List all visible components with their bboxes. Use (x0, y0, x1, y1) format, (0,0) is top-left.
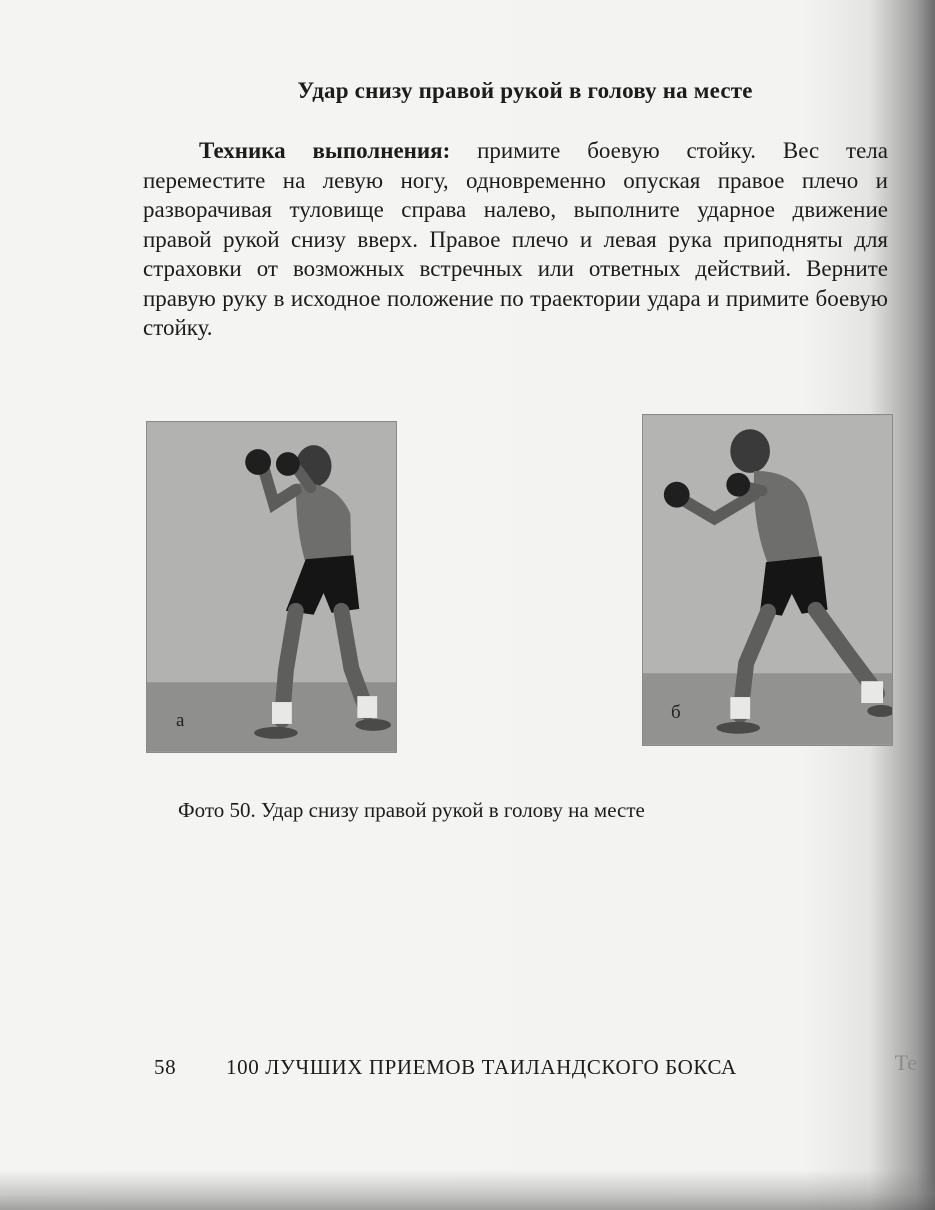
photo-b-label: б (671, 702, 681, 723)
technique-paragraph (143, 136, 888, 343)
scan-shadow (0, 1170, 935, 1210)
photo-b (642, 414, 893, 746)
adjacent-page-fragment: Те (894, 1050, 917, 1075)
book-title: 100 ЛУЧШИХ ПРИЕМОВ ТАИЛАНДСКОГО БОКСА (226, 1055, 737, 1079)
technique-text: примите боевую стойку. Вес тела переместите на левую ногу, одновременно опуская правое плечо и разворачивая туловище справа налево, выполните ударное движение правой рукой снизу вверх. Правое плечо и левая рука приподняты для страховки от возможных встречных или ответных действий. Верните правую руку в исходное положение по траектории удара и примите боевую стойку. (143, 138, 888, 340)
photo-a-label: а (176, 710, 185, 731)
boxer-uppercut-illustration (643, 415, 892, 745)
boxer-stance-illustration (147, 422, 396, 752)
photo-caption: Фото 50. Удар снизу правой рукой в голову на месте (178, 798, 645, 822)
technique-lead: Техника выполнения: (199, 138, 451, 163)
section-heading: Удар снизу правой рукой в голову на месте (297, 78, 753, 103)
photo-a (146, 421, 397, 753)
page-number: 58 (154, 1055, 177, 1079)
page-footer (154, 1055, 854, 1080)
